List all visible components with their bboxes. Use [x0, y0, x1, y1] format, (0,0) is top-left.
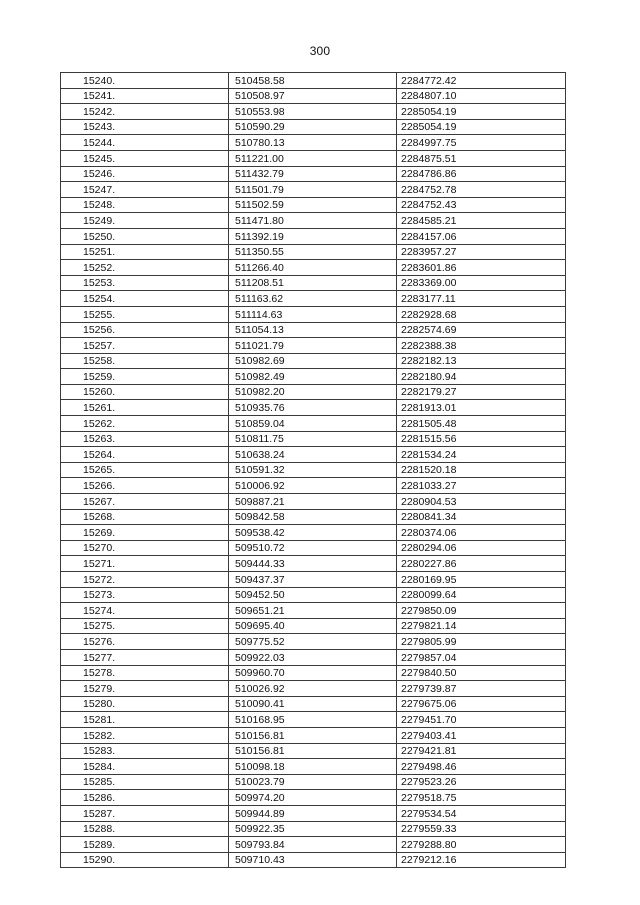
- easting-cell: 509960.70: [229, 665, 397, 681]
- easting-cell: 510156.81: [229, 743, 397, 759]
- point-number-cell: 15282.: [61, 727, 229, 743]
- easting-cell: 510982.69: [229, 353, 397, 369]
- easting-cell: 509775.52: [229, 634, 397, 650]
- northing-cell: 2280374.06: [397, 525, 566, 541]
- easting-cell: 510458.58: [229, 73, 397, 89]
- northing-cell: 2281913.01: [397, 400, 566, 416]
- table-row: [61, 182, 566, 198]
- northing-cell: 2284585.21: [397, 213, 566, 229]
- easting-cell: 511163.62: [229, 291, 397, 307]
- easting-cell: 509710.43: [229, 852, 397, 868]
- easting-cell: 510811.75: [229, 431, 397, 447]
- table-row: [61, 494, 566, 510]
- point-number-cell: 15273.: [61, 587, 229, 603]
- northing-cell: 2280099.64: [397, 587, 566, 603]
- northing-cell: 2279821.14: [397, 618, 566, 634]
- easting-cell: 509444.33: [229, 556, 397, 572]
- table-row: [61, 790, 566, 806]
- point-number-cell: 15280.: [61, 696, 229, 712]
- point-number-cell: 15242.: [61, 104, 229, 120]
- easting-cell: 509437.37: [229, 572, 397, 588]
- table-row: [61, 774, 566, 790]
- point-number-cell: 15288.: [61, 821, 229, 837]
- easting-cell: 509922.03: [229, 649, 397, 665]
- coordinates-table: [60, 72, 566, 868]
- easting-cell: 510591.32: [229, 462, 397, 478]
- point-number-cell: 15277.: [61, 649, 229, 665]
- table-row: [61, 416, 566, 432]
- northing-cell: 2281505.48: [397, 416, 566, 432]
- coordinates-table-body: [61, 73, 566, 868]
- northing-cell: 2283957.27: [397, 244, 566, 260]
- point-number-cell: 15278.: [61, 665, 229, 681]
- northing-cell: 2281515.56: [397, 431, 566, 447]
- point-number-cell: 15266.: [61, 478, 229, 494]
- table-row: [61, 462, 566, 478]
- northing-cell: 2279451.70: [397, 712, 566, 728]
- table-row: [61, 649, 566, 665]
- table-row: [61, 540, 566, 556]
- northing-cell: 2279534.54: [397, 805, 566, 821]
- northing-cell: 2285054.19: [397, 104, 566, 120]
- point-number-cell: 15261.: [61, 400, 229, 416]
- easting-cell: 509922.35: [229, 821, 397, 837]
- northing-cell: 2282388.38: [397, 338, 566, 354]
- point-number-cell: 15281.: [61, 712, 229, 728]
- point-number-cell: 15289.: [61, 837, 229, 853]
- point-number-cell: 15262.: [61, 416, 229, 432]
- point-number-cell: 15275.: [61, 618, 229, 634]
- table-row: [61, 696, 566, 712]
- point-number-cell: 15270.: [61, 540, 229, 556]
- northing-cell: 2282180.94: [397, 369, 566, 385]
- point-number-cell: 15243.: [61, 119, 229, 135]
- table-row: [61, 587, 566, 603]
- table-row: [61, 338, 566, 354]
- point-number-cell: 15286.: [61, 790, 229, 806]
- easting-cell: 509651.21: [229, 603, 397, 619]
- northing-cell: 2281033.27: [397, 478, 566, 494]
- easting-cell: 510090.41: [229, 696, 397, 712]
- point-number-cell: 15260.: [61, 384, 229, 400]
- easting-cell: 510859.04: [229, 416, 397, 432]
- table-row: [61, 681, 566, 697]
- table-row: [61, 478, 566, 494]
- northing-cell: 2282182.13: [397, 353, 566, 369]
- easting-cell: 509974.20: [229, 790, 397, 806]
- northing-cell: 2284157.06: [397, 228, 566, 244]
- table-row: [61, 197, 566, 213]
- point-number-cell: 15249.: [61, 213, 229, 229]
- northing-cell: 2279518.75: [397, 790, 566, 806]
- table-row: [61, 743, 566, 759]
- table-row: [61, 727, 566, 743]
- easting-cell: 511114.63: [229, 306, 397, 322]
- northing-cell: 2283177.11: [397, 291, 566, 307]
- northing-cell: 2285054.19: [397, 119, 566, 135]
- point-number-cell: 15248.: [61, 197, 229, 213]
- table-row: [61, 821, 566, 837]
- northing-cell: 2280841.34: [397, 509, 566, 525]
- point-number-cell: 15241.: [61, 88, 229, 104]
- table-row: [61, 166, 566, 182]
- table-row: [61, 712, 566, 728]
- northing-cell: 2279421.81: [397, 743, 566, 759]
- northing-cell: 2279805.99: [397, 634, 566, 650]
- northing-cell: 2279403.41: [397, 727, 566, 743]
- table-row: [61, 104, 566, 120]
- easting-cell: 510023.79: [229, 774, 397, 790]
- easting-cell: 511502.59: [229, 197, 397, 213]
- northing-cell: 2283601.86: [397, 260, 566, 276]
- easting-cell: 510508.97: [229, 88, 397, 104]
- table-row: [61, 525, 566, 541]
- northing-cell: 2280294.06: [397, 540, 566, 556]
- point-number-cell: 15246.: [61, 166, 229, 182]
- table-row: [61, 213, 566, 229]
- table-row: [61, 150, 566, 166]
- point-number-cell: 15272.: [61, 572, 229, 588]
- easting-cell: 510098.18: [229, 759, 397, 775]
- point-number-cell: 15287.: [61, 805, 229, 821]
- northing-cell: 2282574.69: [397, 322, 566, 338]
- easting-cell: 509944.89: [229, 805, 397, 821]
- point-number-cell: 15276.: [61, 634, 229, 650]
- easting-cell: 511221.00: [229, 150, 397, 166]
- easting-cell: 510006.92: [229, 478, 397, 494]
- northing-cell: 2284752.78: [397, 182, 566, 198]
- northing-cell: 2279850.09: [397, 603, 566, 619]
- northing-cell: 2282179.27: [397, 384, 566, 400]
- table-row: [61, 431, 566, 447]
- table-row: [61, 244, 566, 260]
- point-number-cell: 15265.: [61, 462, 229, 478]
- northing-cell: 2279857.04: [397, 649, 566, 665]
- easting-cell: 510590.29: [229, 119, 397, 135]
- easting-cell: 511054.13: [229, 322, 397, 338]
- easting-cell: 510168.95: [229, 712, 397, 728]
- northing-cell: 2279675.06: [397, 696, 566, 712]
- table-row: [61, 322, 566, 338]
- page-number: 300: [309, 44, 331, 58]
- point-number-cell: 15269.: [61, 525, 229, 541]
- point-number-cell: 15259.: [61, 369, 229, 385]
- point-number-cell: 15254.: [61, 291, 229, 307]
- easting-cell: 510935.76: [229, 400, 397, 416]
- table-row: [61, 603, 566, 619]
- table-row: [61, 135, 566, 151]
- table-row: [61, 369, 566, 385]
- easting-cell: 511266.40: [229, 260, 397, 276]
- northing-cell: 2284875.51: [397, 150, 566, 166]
- point-number-cell: 15245.: [61, 150, 229, 166]
- table-row: [61, 73, 566, 89]
- table-row: [61, 447, 566, 463]
- northing-cell: 2283369.00: [397, 275, 566, 291]
- table-row: [61, 759, 566, 775]
- point-number-cell: 15256.: [61, 322, 229, 338]
- northing-cell: 2279288.80: [397, 837, 566, 853]
- easting-cell: 511392.19: [229, 228, 397, 244]
- easting-cell: 511432.79: [229, 166, 397, 182]
- point-number-cell: 15240.: [61, 73, 229, 89]
- easting-cell: 509887.21: [229, 494, 397, 510]
- easting-cell: 509695.40: [229, 618, 397, 634]
- northing-cell: 2284786.86: [397, 166, 566, 182]
- table-row: [61, 556, 566, 572]
- point-number-cell: 15264.: [61, 447, 229, 463]
- point-number-cell: 15290.: [61, 852, 229, 868]
- point-number-cell: 15285.: [61, 774, 229, 790]
- table-row: [61, 291, 566, 307]
- easting-cell: 510553.98: [229, 104, 397, 120]
- point-number-cell: 15274.: [61, 603, 229, 619]
- point-number-cell: 15250.: [61, 228, 229, 244]
- table-row: [61, 119, 566, 135]
- table-row: [61, 306, 566, 322]
- point-number-cell: 15283.: [61, 743, 229, 759]
- northing-cell: 2279739.87: [397, 681, 566, 697]
- point-number-cell: 15267.: [61, 494, 229, 510]
- coordinates-table-container: [60, 72, 565, 868]
- easting-cell: 510156.81: [229, 727, 397, 743]
- table-row: [61, 837, 566, 853]
- northing-cell: 2279559.33: [397, 821, 566, 837]
- table-row: [61, 384, 566, 400]
- point-number-cell: 15268.: [61, 509, 229, 525]
- easting-cell: 510780.13: [229, 135, 397, 151]
- easting-cell: 510982.49: [229, 369, 397, 385]
- table-row: [61, 618, 566, 634]
- point-number-cell: 15284.: [61, 759, 229, 775]
- table-row: [61, 275, 566, 291]
- northing-cell: 2284752.43: [397, 197, 566, 213]
- easting-cell: 509538.42: [229, 525, 397, 541]
- northing-cell: 2284997.75: [397, 135, 566, 151]
- easting-cell: 511208.51: [229, 275, 397, 291]
- table-row: [61, 260, 566, 276]
- point-number-cell: 15244.: [61, 135, 229, 151]
- table-row: [61, 353, 566, 369]
- point-number-cell: 15251.: [61, 244, 229, 260]
- easting-cell: 509842.58: [229, 509, 397, 525]
- point-number-cell: 15253.: [61, 275, 229, 291]
- easting-cell: 510026.92: [229, 681, 397, 697]
- point-number-cell: 15255.: [61, 306, 229, 322]
- easting-cell: 511501.79: [229, 182, 397, 198]
- northing-cell: 2281534.24: [397, 447, 566, 463]
- easting-cell: 511471.80: [229, 213, 397, 229]
- northing-cell: 2282928.68: [397, 306, 566, 322]
- easting-cell: 511350.55: [229, 244, 397, 260]
- easting-cell: 509452.50: [229, 587, 397, 603]
- northing-cell: 2280904.53: [397, 494, 566, 510]
- easting-cell: 511021.79: [229, 338, 397, 354]
- easting-cell: 510982.20: [229, 384, 397, 400]
- point-number-cell: 15263.: [61, 431, 229, 447]
- easting-cell: 509510.72: [229, 540, 397, 556]
- table-row: [61, 852, 566, 868]
- point-number-cell: 15247.: [61, 182, 229, 198]
- northing-cell: 2281520.18: [397, 462, 566, 478]
- northing-cell: 2280227.86: [397, 556, 566, 572]
- table-row: [61, 228, 566, 244]
- table-row: [61, 88, 566, 104]
- northing-cell: 2279212.16: [397, 852, 566, 868]
- northing-cell: 2279840.50: [397, 665, 566, 681]
- point-number-cell: 15258.: [61, 353, 229, 369]
- table-row: [61, 665, 566, 681]
- point-number-cell: 15252.: [61, 260, 229, 276]
- point-number-cell: 15279.: [61, 681, 229, 697]
- easting-cell: 509793.84: [229, 837, 397, 853]
- table-row: [61, 805, 566, 821]
- northing-cell: 2279523.26: [397, 774, 566, 790]
- table-row: [61, 400, 566, 416]
- point-number-cell: 15271.: [61, 556, 229, 572]
- northing-cell: 2279498.46: [397, 759, 566, 775]
- point-number-cell: 15257.: [61, 338, 229, 354]
- northing-cell: 2284807.10: [397, 88, 566, 104]
- easting-cell: 510638.24: [229, 447, 397, 463]
- table-row: [61, 572, 566, 588]
- table-row: [61, 634, 566, 650]
- table-row: [61, 509, 566, 525]
- northing-cell: 2280169.95: [397, 572, 566, 588]
- northing-cell: 2284772.42: [397, 73, 566, 89]
